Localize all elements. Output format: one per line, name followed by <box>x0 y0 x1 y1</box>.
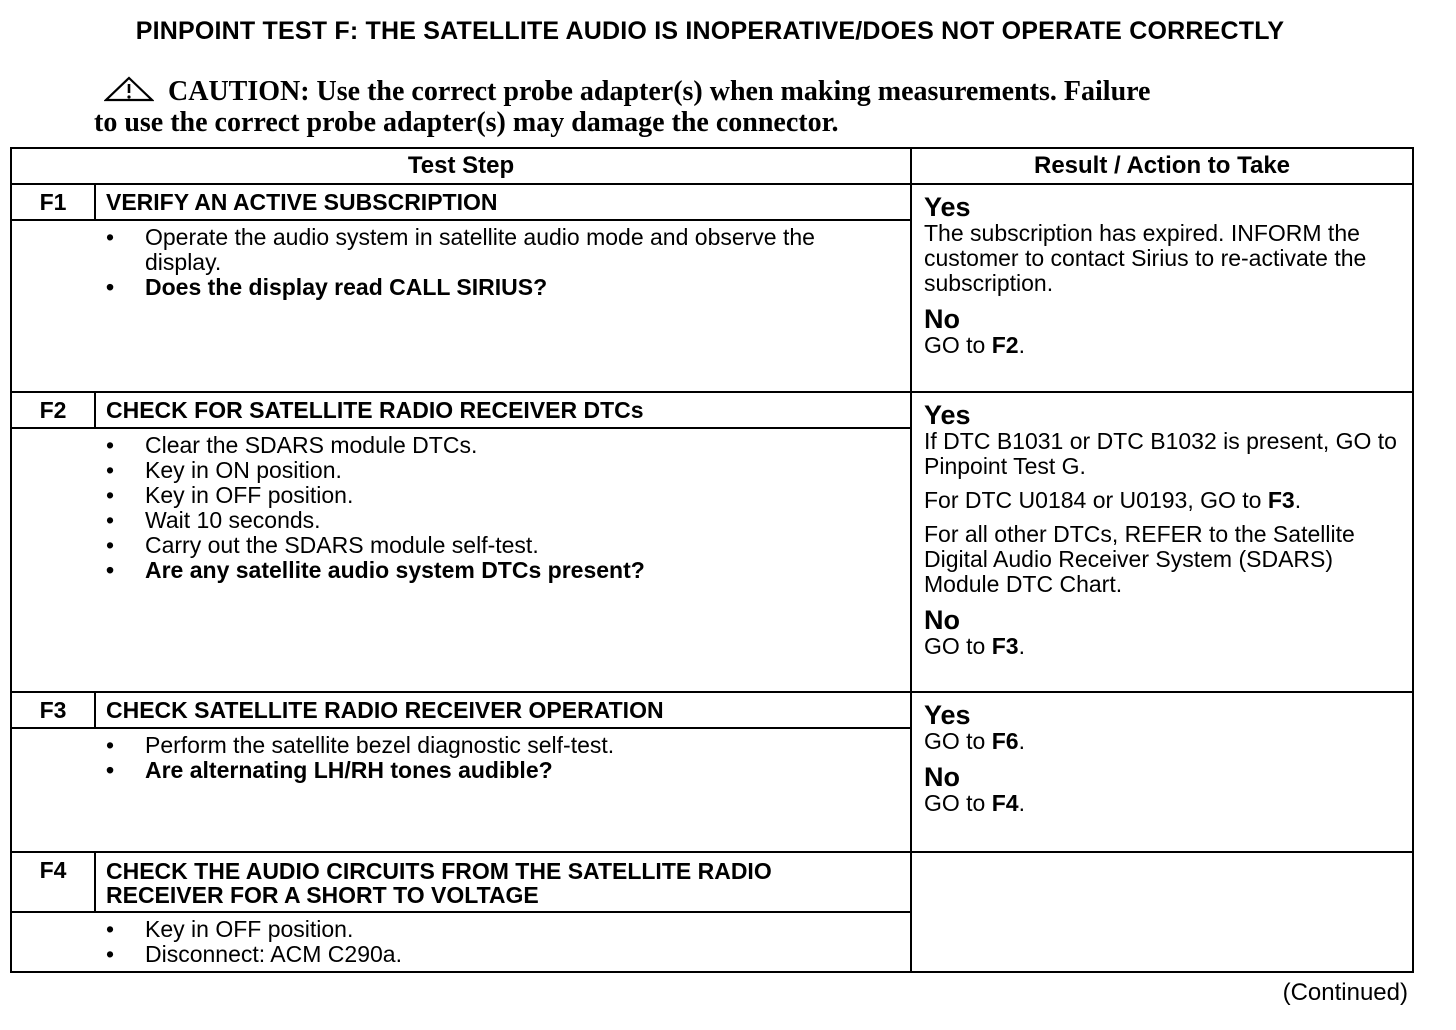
result-yes-label: Yes <box>924 700 971 730</box>
step-f2-body <box>11 428 911 692</box>
step-id: F3 <box>11 692 95 728</box>
list-item: • Key in ON position. <box>12 458 910 483</box>
step-heading: CHECK FOR SATELLITE RADIO RECEIVER DTCs <box>95 392 911 428</box>
caution-note <box>94 76 1294 138</box>
continued-label: (Continued) <box>1282 979 1408 1006</box>
step-heading: VERIFY AN ACTIVE SUBSCRIPTION <box>95 184 911 220</box>
step-f2-result <box>911 392 1413 692</box>
list-item: • Operate the audio system in satellite audio mode and observe the display. <box>12 225 910 275</box>
list-item-question: • Does the display read CALL SIRIUS? <box>12 275 910 300</box>
result-no-label: No <box>924 304 960 334</box>
header-result-action: Result / Action to Take <box>911 148 1413 184</box>
goto-target-link[interactable]: F4 <box>991 790 1019 816</box>
step-f3-result <box>911 692 1413 852</box>
warning-triangle-icon <box>104 76 154 102</box>
step-heading: CHECK SATELLITE RADIO RECEIVER OPERATION <box>95 692 911 728</box>
goto-target-link[interactable]: F6 <box>991 728 1019 754</box>
step-f3-heading-row <box>11 692 1413 728</box>
step-f4-heading-row <box>11 852 1413 912</box>
step-f1-result <box>911 184 1413 392</box>
goto-target-link[interactable]: F2 <box>991 332 1019 358</box>
list-item-question: • Are any satellite audio system DTCs present? <box>12 558 910 583</box>
step-f1-heading-row <box>11 184 1413 220</box>
step-f1-body <box>11 220 911 392</box>
step-heading-line: RECEIVER FOR A SHORT TO VOLTAGE <box>106 882 539 908</box>
list-item: • Perform the satellite bezel diagnostic self-test. <box>12 733 910 758</box>
result-no-text: GO to F2. <box>924 332 1025 358</box>
header-test-step: Test Step <box>11 148 911 184</box>
result-no-text: GO to F4. <box>924 790 1025 816</box>
step-heading-line: CHECK THE AUDIO CIRCUITS FROM THE SATELLITE RADIO <box>106 858 772 884</box>
page-title: PINPOINT TEST F: THE SATELLITE AUDIO IS INOPERATIVE/DOES NOT OPERATE CORRECTLY <box>135 17 1285 45</box>
goto-target-link[interactable]: F3 <box>991 633 1019 659</box>
list-item: • Carry out the SDARS module self-test. <box>12 533 910 558</box>
result-yes-label: Yes <box>924 400 971 430</box>
step-f4-result <box>911 852 1413 972</box>
list-item: • Disconnect: ACM C290a. <box>12 942 910 967</box>
result-yes-text: For DTC U0184 or U0193, GO to F3. <box>924 487 1302 513</box>
result-yes-label: Yes <box>924 192 971 222</box>
step-f2-heading-row <box>11 392 1413 428</box>
step-f3-body <box>11 728 911 852</box>
list-item-question: • Are alternating LH/RH tones audible? <box>12 758 910 783</box>
goto-target-link[interactable]: F3 <box>1267 487 1295 513</box>
list-item: • Key in OFF position. <box>12 483 910 508</box>
caution-line-1: CAUTION: Use the correct probe adapter(s) when making measurements. Failure <box>168 76 1151 107</box>
step-id: F1 <box>11 184 95 220</box>
result-yes-text: If DTC B1031 or DTC B1032 is present, GO to Pinpoint Test G. <box>924 428 1397 479</box>
result-no-label: No <box>924 762 960 792</box>
result-no-text: GO to F3. <box>924 633 1025 659</box>
step-f4-body <box>11 912 911 972</box>
list-item: • Wait 10 seconds. <box>12 508 910 533</box>
list-item: • Clear the SDARS module DTCs. <box>12 433 910 458</box>
pinpoint-test-table <box>10 147 1414 973</box>
caution-line-2: to use the correct probe adapter(s) may damage the connector. <box>94 107 839 138</box>
step-id: F4 <box>11 852 95 912</box>
step-heading <box>95 852 911 912</box>
table-header-row <box>11 148 1413 184</box>
result-yes-text: For all other DTCs, REFER to the Satellite Digital Audio Receiver System (SDARS) Module DTC Chart. <box>924 521 1355 597</box>
result-yes-text: GO to F6. <box>924 728 1025 754</box>
step-id: F2 <box>11 392 95 428</box>
result-yes-text: The subscription has expired. INFORM the customer to contact Sirius to re-activate the subscription. <box>924 220 1367 296</box>
result-no-label: No <box>924 605 960 635</box>
list-item: • Key in OFF position. <box>12 917 910 942</box>
